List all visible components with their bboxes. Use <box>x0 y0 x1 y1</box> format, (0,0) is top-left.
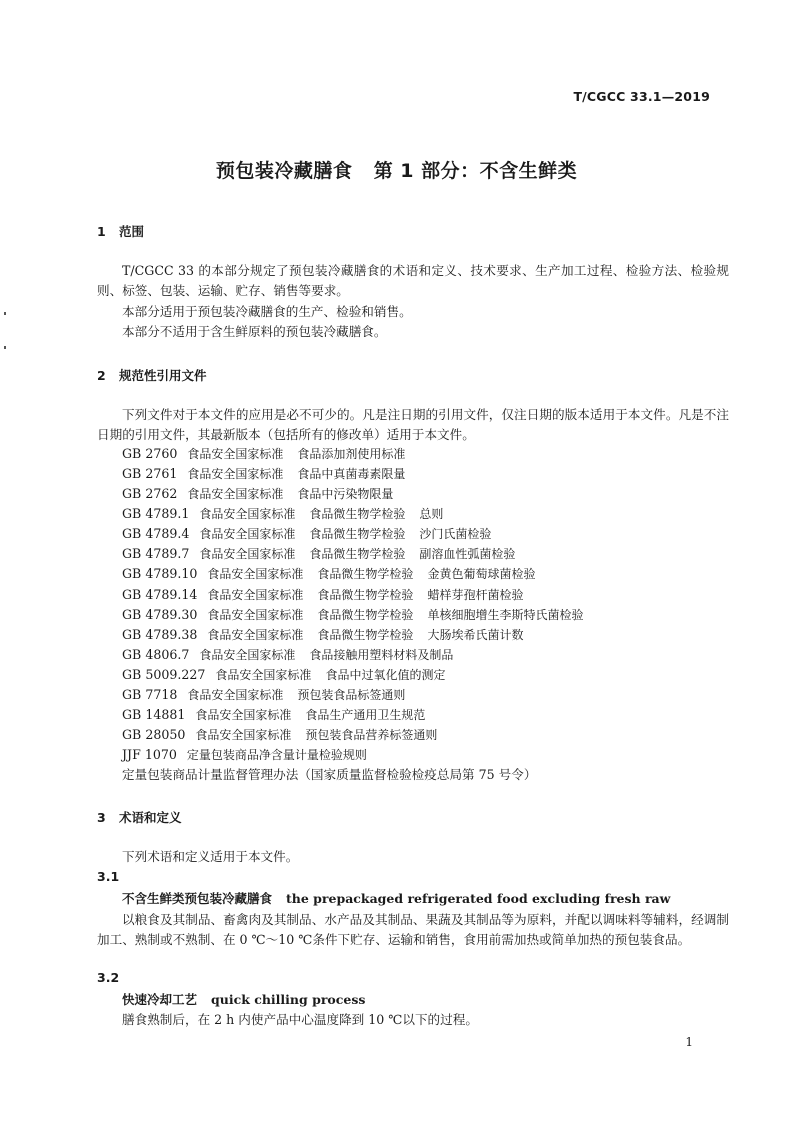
reference-code: GB 4789.10 <box>122 566 198 582</box>
reference-item <box>122 665 459 685</box>
reference-title: 食品微生物学检验 <box>309 507 406 522</box>
reference-title: 食品微生物学检验 <box>317 627 414 642</box>
terms-intro: 下列术语和定义适用于本文件。 <box>122 849 299 864</box>
references-intro: 下列文件对于本文件的应用是必不可少的。凡是注日期的引用文件，仅注日期的版本适用于本文件。凡是不注日期的引用文件，其最新版本（包括所有的修改单）适用于本文件。 <box>97 407 729 442</box>
reference-title: 食品安全国家标准 <box>187 447 284 461</box>
reference-title: 金黄色葡萄球菌检验 <box>427 567 536 582</box>
reference-title: 预包装食品营养标签通则 <box>305 728 438 742</box>
term-heading <box>122 889 670 907</box>
section-title: 范围 <box>119 224 145 239</box>
reference-title: 定量包装商品净含量计量检验规则 <box>186 748 367 762</box>
scope-paragraph: T/CGCC 33 的本部分规定了预包装冷藏膳食的术语和定义、技术要求、生产加工过程、检验方法、检验规则、标签、包装、运输、贮存、销售等要求。 <box>97 263 729 298</box>
reference-code: GB 4806.7 <box>122 646 190 662</box>
page-number: 1 <box>685 1035 693 1049</box>
reference-code: GB 2760 <box>122 446 178 461</box>
standard-code: T/CGCC 33.1—2019 <box>573 89 710 104</box>
reference-title: 预包装食品标签通则 <box>297 687 406 702</box>
term-definition: 膳食熟制后，在 2 h 内使产品中心温度降到 10 ℃以下的过程。 <box>122 1012 478 1027</box>
reference-item <box>122 745 395 765</box>
reference-title: 食品添加剂使用标准 <box>297 447 406 461</box>
scan-mark <box>4 312 6 315</box>
reference-code: GB 4789.1 <box>122 506 190 522</box>
section-title: 术语和定义 <box>119 810 182 825</box>
reference-item <box>122 564 535 584</box>
reference-title: 单核细胞增生李斯特氏菌检验 <box>427 607 584 622</box>
reference-title: 食品安全国家标准 <box>207 627 304 642</box>
section-1-heading <box>97 222 144 240</box>
section-3-heading <box>97 808 182 826</box>
term-name-zh: 不含生鲜类预包装冷藏膳食 <box>122 891 273 906</box>
term-definition: 以粮食及其制品、畜禽肉及其制品、水产品及其制品、果蔬及其制品等为原料，并配以调味料等辅料，经调制加工、熟制或不熟制、在 0 ℃～10 ℃条件下贮存、运输和销售，食用前需加热或简单加热的预包装食品。 <box>97 912 729 947</box>
reference-title: 食品微生物学检验 <box>317 607 414 622</box>
reference-title: 沙门氏菌检验 <box>419 527 492 542</box>
reference-item <box>122 605 583 625</box>
reference-code: GB 4789.38 <box>122 626 198 642</box>
reference-title: 食品安全国家标准 <box>199 507 296 522</box>
section-2-heading <box>97 366 207 384</box>
reference-title: 食品安全国家标准 <box>187 467 284 482</box>
reference-title: 食品安全国家标准 <box>207 607 304 622</box>
term-number: 3.2 <box>97 970 120 985</box>
reference-title: 食品安全国家标准 <box>199 547 296 562</box>
reference-item <box>122 585 523 605</box>
term-name-en: quick chilling process <box>211 992 366 1007</box>
reference-code: GB 4789.30 <box>122 606 198 622</box>
reference-regulation: 定量包装商品计量监督管理办法（国家质量监督检验检疫总局第 75 号令） <box>122 767 537 782</box>
reference-item <box>122 625 523 645</box>
reference-code: GB 4789.4 <box>122 526 190 542</box>
reference-title: 食品微生物学检验 <box>317 587 414 602</box>
reference-code: GB 7718 <box>122 686 178 702</box>
term-number: 3.1 <box>97 869 120 884</box>
term-name-en: the prepackaged refrigerated food excluding fresh raw <box>286 891 671 906</box>
reference-title: 食品安全国家标准 <box>187 687 284 702</box>
reference-item <box>122 685 419 705</box>
reference-title: 食品安全国家标准 <box>199 527 296 542</box>
reference-code: GB 2761 <box>122 466 178 482</box>
section-title: 规范性引用文件 <box>119 368 207 383</box>
section-number: 1 <box>97 224 106 239</box>
reference-title: 食品安全国家标准 <box>207 567 304 582</box>
term-name-zh: 快速冷却工艺 <box>122 992 198 1007</box>
reference-item <box>122 544 515 564</box>
section-number: 3 <box>97 810 106 825</box>
reference-title: 食品生产通用卫生规范 <box>305 707 426 722</box>
reference-item <box>122 725 451 745</box>
reference-title: 食品微生物学检验 <box>317 567 414 582</box>
reference-title: 蜡样芽孢杆菌检验 <box>427 587 524 602</box>
scope-not-applicable: 本部分不适用于含生鲜原料的预包装冷藏膳食。 <box>122 324 387 339</box>
reference-code: GB 14881 <box>122 706 186 722</box>
scan-mark <box>4 346 6 349</box>
reference-item <box>122 484 407 504</box>
reference-title: 食品微生物学检验 <box>309 547 406 562</box>
reference-code: GB 28050 <box>122 727 186 742</box>
reference-item <box>122 464 419 484</box>
reference-title: 食品安全国家标准 <box>195 707 292 722</box>
reference-title: 食品安全国家标准 <box>215 667 312 682</box>
reference-title: 食品微生物学检验 <box>309 527 406 542</box>
reference-title: 食品安全国家标准 <box>187 487 284 502</box>
reference-item <box>122 524 491 544</box>
reference-title: 食品安全国家标准 <box>207 587 304 602</box>
reference-item <box>122 504 443 524</box>
scope-applicable: 本部分适用于预包装冷藏膳食的生产、检验和销售。 <box>122 304 412 319</box>
reference-item <box>122 444 419 464</box>
reference-title: 食品安全国家标准 <box>195 728 292 742</box>
reference-title: 食品中真菌毒素限量 <box>297 467 406 482</box>
reference-title: 总则 <box>419 507 444 522</box>
reference-title: 大肠埃希氏菌计数 <box>427 627 524 642</box>
reference-title: 食品安全国家标准 <box>199 647 296 662</box>
document-title: 预包装冷藏膳食 第 1 部分：不含生鲜类 <box>215 160 578 182</box>
term-heading <box>122 990 365 1008</box>
reference-code: GB 4789.7 <box>122 546 190 562</box>
reference-item <box>122 645 467 665</box>
reference-item <box>122 705 439 725</box>
reference-title: 食品中污染物限量 <box>297 487 394 502</box>
reference-title: 食品接触用塑料材料及制品 <box>309 647 454 662</box>
reference-code: GB 5009.227 <box>122 666 206 682</box>
reference-title: 副溶血性弧菌检验 <box>419 547 516 562</box>
reference-code: JJF 1070 <box>122 747 177 762</box>
section-number: 2 <box>97 368 106 383</box>
reference-code: GB 2762 <box>122 486 178 502</box>
reference-code: GB 4789.14 <box>122 586 198 602</box>
reference-title: 食品中过氧化值的测定 <box>325 667 446 682</box>
